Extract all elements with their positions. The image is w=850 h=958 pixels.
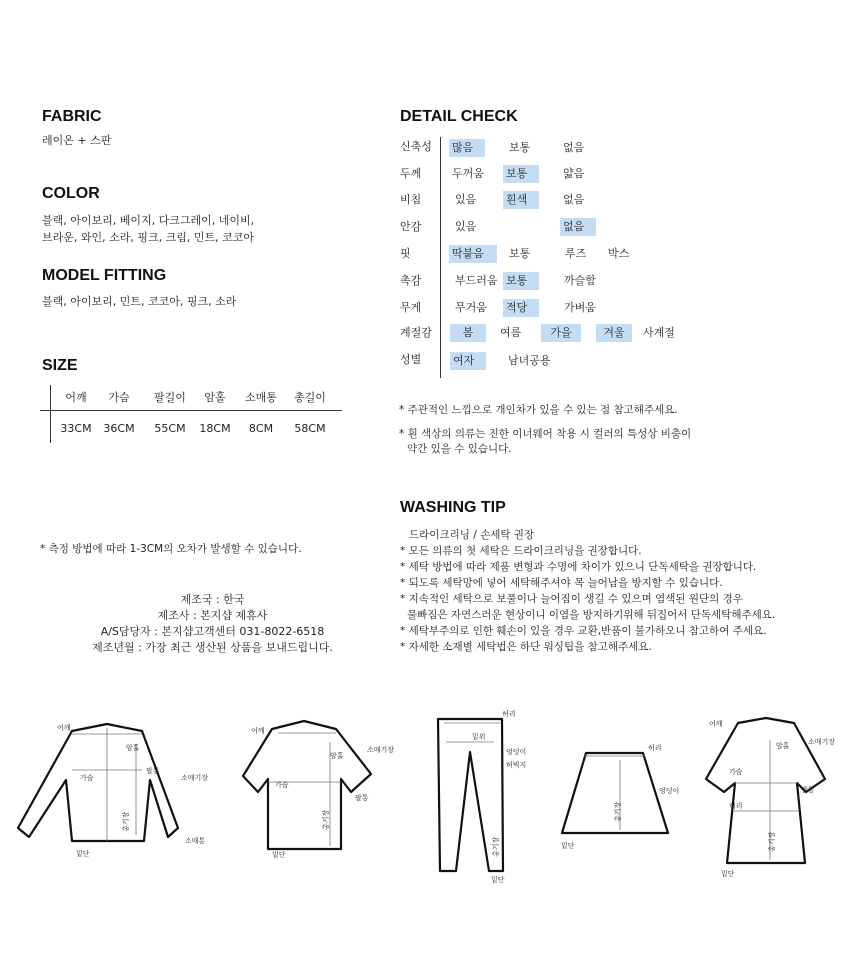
color-line-1: 블랙, 아이보리, 베이지, 다크그레이, 네이비, xyxy=(42,214,255,227)
diagram-label: 암홀 xyxy=(126,744,140,752)
size-note: * 측정 방법에 따라 1-3CM의 오차가 발생할 수 있습니다. xyxy=(40,543,302,555)
diagram-label: 팔통 xyxy=(146,767,160,775)
diagram-label: 허리 xyxy=(729,802,743,810)
model-fitting-title: MODEL FITTING xyxy=(42,267,167,284)
detail-option-selected: 겨울 xyxy=(596,324,632,342)
size-value: 36CM xyxy=(103,422,135,435)
detail-option: 무거움 xyxy=(455,301,487,314)
size-value: 18CM xyxy=(199,422,231,435)
diagram-label: 총기장 xyxy=(614,801,622,822)
fabric-title: FABRIC xyxy=(42,108,102,125)
diagram-label: 허리 xyxy=(502,710,516,718)
detail-title: DETAIL CHECK xyxy=(400,108,518,125)
detail-option-selected: 많음 xyxy=(449,139,485,157)
diagram-label: 허리 xyxy=(648,744,662,752)
detail-option: 남녀공용 xyxy=(508,354,551,367)
size-value: 58CM xyxy=(294,422,326,435)
washing-title: WASHING TIP xyxy=(400,499,506,516)
detail-option-selected: 가을 xyxy=(541,324,581,342)
diagram-label: 암홀 xyxy=(330,752,344,760)
detail-note-2a: * 흰 색상의 의류는 진한 이너웨어 착용 시 컬러의 특성상 비춤이 xyxy=(399,428,692,440)
detail-option-selected: 여자 xyxy=(450,352,486,370)
washing-line: 물빠짐은 자연스러운 현상이니 이염을 방지하기위해 뒤집어서 단독세탁해주세요. xyxy=(407,609,776,621)
detail-option-selected: 적당 xyxy=(503,299,539,317)
detail-option: 보통 xyxy=(509,141,531,154)
diagram-label: 총기장 xyxy=(322,809,330,830)
detail-option: 있음 xyxy=(455,220,477,233)
detail-label: 핏 xyxy=(400,247,411,260)
detail-option: 가벼움 xyxy=(564,301,596,314)
diagram-label: 어깨 xyxy=(251,727,265,735)
washing-line: * 지속적인 세탁으로 보풀이나 늘어짐이 생길 수 있으며 염색된 원단의 경우 xyxy=(400,593,743,605)
diagram-label: 밑단 xyxy=(491,876,505,884)
detail-option-selected: 보통 xyxy=(503,272,539,290)
detail-label: 계절감 xyxy=(400,326,432,339)
diagram-label: 팔통 xyxy=(355,794,369,802)
tshirt-outline-icon xyxy=(243,721,371,849)
detail-label: 비침 xyxy=(400,193,422,206)
detail-note-2b: 약간 있을 수 있습니다. xyxy=(407,443,512,455)
detail-option-selected: 흰색 xyxy=(503,191,539,209)
diagram-label: 밑단 xyxy=(76,850,90,858)
diagram-label: 밑위 xyxy=(472,733,486,741)
diagram-label: 소매기장 xyxy=(181,774,209,782)
info-date: 제조년월 : 가장 최근 생산된 상품을 보내드립니다. xyxy=(92,641,333,654)
diagram-label: 가슴 xyxy=(80,774,94,782)
diagram-label: 총기장 xyxy=(122,811,130,832)
detail-option: 얇음 xyxy=(563,167,585,180)
detail-option: 박스 xyxy=(608,247,630,260)
info-as: A/S담당자 : 본지샵고객센터 031-8022-6518 xyxy=(100,625,325,638)
fabric-value: 레이온 + 스판 xyxy=(42,134,112,147)
size-value: 8CM xyxy=(248,422,274,435)
diagram-label: 팔통 xyxy=(801,786,815,794)
size-header: 암홀 xyxy=(204,391,226,404)
color-title: COLOR xyxy=(42,185,100,202)
detail-option: 여름 xyxy=(500,326,522,339)
washing-line: * 모든 의류의 첫 세탁은 드라이크리닝을 권장합니다. xyxy=(400,545,642,557)
washing-line: * 되도록 세탁망에 넣어 세탁해주셔야 목 늘어남을 방지할 수 있습니다. xyxy=(400,577,723,589)
detail-option: 부드러움 xyxy=(455,274,498,287)
diagram-label: 어깨 xyxy=(709,720,723,728)
washing-line: * 세탁 방법에 따라 제품 변형과 수명에 차이가 있으니 단독세탁을 권장합니다. xyxy=(400,561,757,573)
diagram-label: 소매기장 xyxy=(367,746,395,754)
size-value: 55CM xyxy=(154,422,186,435)
diagram-label: 밑단 xyxy=(272,851,286,859)
detail-option-selected: 딱붙음 xyxy=(449,245,497,263)
diagram-label: 허벅지 xyxy=(506,761,527,769)
detail-option: 보통 xyxy=(509,247,531,260)
diagram-label: 총기장 xyxy=(492,836,500,857)
detail-option: 없음 xyxy=(563,193,585,206)
diagram-label: 총기장 xyxy=(768,831,776,852)
diagram-label: 엉덩이 xyxy=(659,787,680,795)
detail-option: 없음 xyxy=(563,141,585,154)
detail-option-selected: 보통 xyxy=(503,165,539,183)
detail-label: 두께 xyxy=(400,167,422,180)
detail-label: 신축성 xyxy=(400,140,432,153)
detail-option: 까슬함 xyxy=(564,274,596,287)
size-table-vline xyxy=(50,385,51,443)
model-fitting-value: 블랙, 아이보리, 민트, 코코아, 핑크, 소라 xyxy=(42,295,237,308)
detail-option: 두꺼움 xyxy=(452,167,484,180)
detail-option: 사계절 xyxy=(643,326,675,339)
washing-line: * 세탁부주의로 인한 훼손이 있을 경우 교환,반품이 불가하오니 참고하여 주세요. xyxy=(400,625,767,637)
detail-divider xyxy=(440,137,441,378)
size-header: 어깨 xyxy=(65,391,87,404)
diagram-label: 소매통 xyxy=(185,837,206,845)
color-line-2: 브라운, 와인, 소라, 핑크, 크림, 민트, 코코아 xyxy=(42,231,254,244)
diagram-label: 엉덩이 xyxy=(506,748,527,756)
diagram-label: 밑단 xyxy=(721,870,735,878)
washing-line: 드라이크리닝 / 손세탁 권장 xyxy=(409,529,535,541)
info-origin: 제조국 : 한국 xyxy=(180,593,245,606)
size-title: SIZE xyxy=(42,357,78,374)
detail-label: 무게 xyxy=(400,301,422,314)
size-table-hline xyxy=(40,410,342,411)
detail-option-selected: 봄 xyxy=(450,324,486,342)
detail-option: 있음 xyxy=(455,193,477,206)
size-header: 팔길이 xyxy=(154,391,186,404)
detail-option-selected: 없음 xyxy=(560,218,596,236)
garment-diagrams xyxy=(0,700,850,900)
size-value: 33CM xyxy=(60,422,92,435)
diagram-label: 밑단 xyxy=(561,842,575,850)
size-header: 총길이 xyxy=(294,391,326,404)
diagram-label: 가슴 xyxy=(729,768,743,776)
diagram-label: 암홀 xyxy=(776,742,790,750)
diagram-label: 어깨 xyxy=(57,724,71,732)
size-header: 소매통 xyxy=(245,391,277,404)
detail-label: 안감 xyxy=(400,220,422,233)
diagram-label: 가슴 xyxy=(275,781,289,789)
washing-line: * 자세한 소재별 세탁법은 하단 워싱팁을 참고해주세요. xyxy=(400,641,652,653)
detail-note-1: * 주관적인 느낌으로 개인차가 있을 수 있는 점 참고해주세요. xyxy=(399,404,678,416)
jacket-outline-icon xyxy=(18,724,178,841)
detail-option: 루즈 xyxy=(565,247,587,260)
detail-label: 촉감 xyxy=(400,274,422,287)
diagram-label: 소매기장 xyxy=(808,738,836,746)
size-header: 가슴 xyxy=(108,391,130,404)
detail-label: 성별 xyxy=(400,353,422,366)
info-maker: 제조사 : 본지샵 제휴사 xyxy=(157,609,268,622)
